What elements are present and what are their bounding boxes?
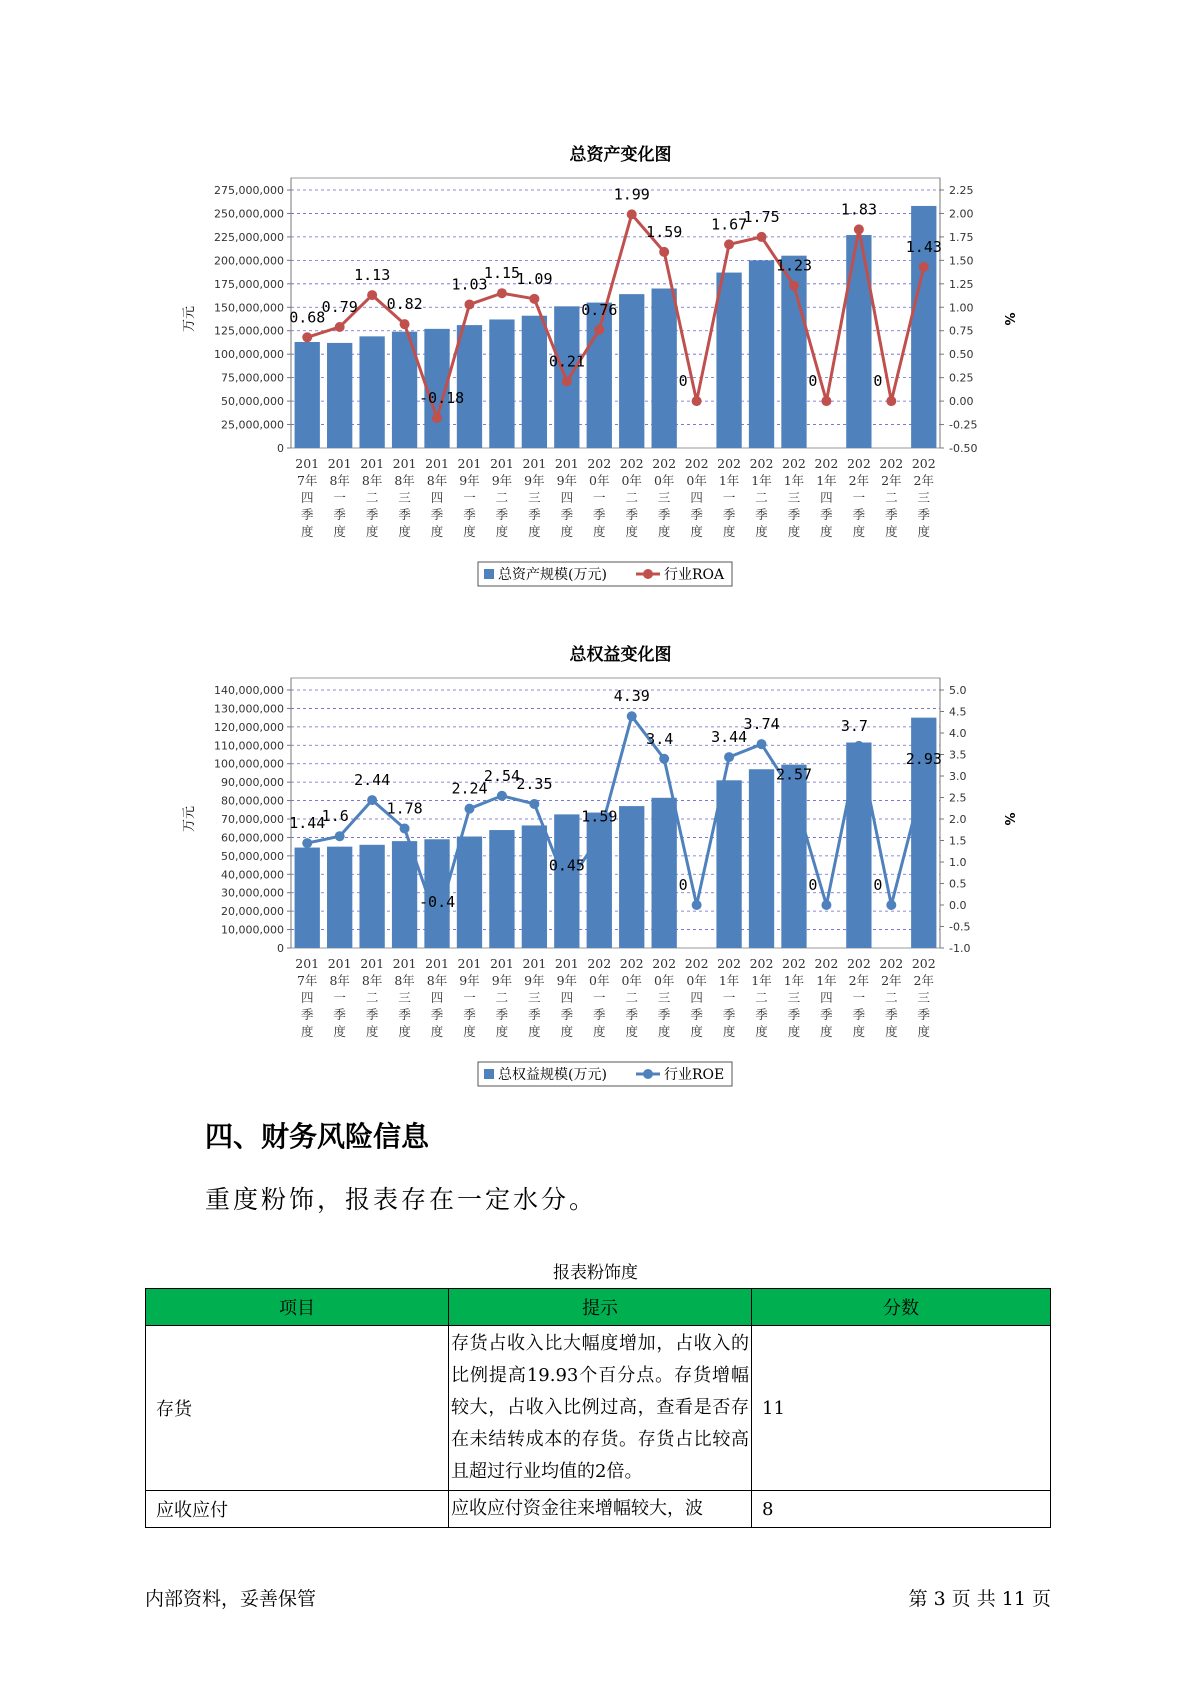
x-tick-label: 202 0年四季度 — [684, 456, 709, 539]
y2-tick-label: 4.5 — [949, 705, 967, 719]
bar — [846, 235, 871, 448]
x-tick-label: 202 1年三季度 — [782, 956, 806, 1039]
line-point — [854, 224, 864, 234]
x-tick-label: 201 8年三季度 — [392, 456, 417, 539]
x-tick-label: 201 9年二季度 — [489, 956, 514, 1039]
bar — [359, 845, 384, 948]
line-point — [594, 325, 604, 335]
line-point — [367, 795, 377, 805]
footer-confidential: 内部资料，妥善保管 — [145, 1588, 317, 1610]
y2-tick-label: 3.5 — [949, 748, 967, 762]
total-equity-chart — [0, 630, 1191, 1100]
line-point — [919, 262, 929, 272]
line-point — [302, 838, 312, 848]
data-label: 2.24 — [451, 779, 488, 798]
data-label: 0 — [678, 876, 688, 894]
header-item: 项目 — [146, 1289, 449, 1326]
y-tick-label: 100,000,000 — [214, 348, 284, 362]
y2-tick-label: 4.0 — [949, 727, 967, 740]
y-tick-label: 0 — [277, 942, 284, 955]
x-tick-label: 201 9年四季度 — [554, 956, 579, 1039]
y2-tick-label: 1.75 — [949, 230, 974, 244]
line-point — [886, 396, 896, 406]
line-point — [302, 332, 312, 342]
x-tick-label: 202 0年一季度 — [587, 456, 612, 539]
data-label: 1.67 — [711, 215, 748, 234]
x-tick-label: 201 8年一季度 — [327, 956, 352, 1039]
x-tick-label: 202 0年四季度 — [684, 956, 709, 1039]
chart-svg — [0, 130, 1191, 600]
y-tick-label: 200,000,000 — [214, 254, 284, 268]
row-item: 存货 — [146, 1326, 449, 1491]
row-score: 8 — [752, 1491, 1051, 1528]
line-point — [724, 239, 734, 249]
bar — [619, 294, 644, 448]
x-tick-label: 201 8年四季度 — [425, 956, 449, 1039]
y2-axis-title: % — [1001, 812, 1016, 826]
y2-tick-label: 2.00 — [949, 207, 974, 221]
x-tick-label: 201 8年三季度 — [392, 956, 417, 1039]
table-row — [146, 1491, 1051, 1528]
x-tick-label: 201 8年二季度 — [360, 456, 385, 539]
y2-tick-label: 1.25 — [949, 277, 974, 291]
y-tick-label: 225,000,000 — [214, 230, 284, 244]
bar — [295, 848, 320, 948]
line-point — [821, 396, 831, 406]
x-tick-label: 201 7年四季度 — [295, 456, 320, 539]
y-tick-label: 50,000,000 — [221, 395, 284, 409]
line-point — [757, 739, 767, 749]
x-tick-label: 201 9年一季度 — [457, 956, 482, 1039]
data-label: 2.93 — [905, 750, 942, 769]
x-tick-label: 202 0年三季度 — [652, 456, 677, 539]
legend-line-marker — [643, 569, 653, 579]
data-label: 0 — [873, 372, 883, 391]
row-tip: 应收应付资金往来增幅较大，波 — [449, 1491, 752, 1528]
y-tick-label: 40,000,000 — [221, 868, 284, 882]
data-label: 0 — [873, 876, 883, 894]
chart-title: 总权益变化图 — [569, 645, 672, 665]
data-label: 1.09 — [516, 269, 553, 288]
bar — [457, 837, 482, 948]
line-point — [335, 322, 345, 332]
bar — [457, 325, 482, 448]
bar — [846, 743, 871, 948]
table-row — [146, 1326, 1051, 1491]
bar — [327, 343, 352, 448]
y2-tick-label: 2.25 — [949, 184, 974, 197]
x-tick-label: 202 0年一季度 — [587, 956, 612, 1039]
line-point — [789, 281, 799, 291]
y-tick-label: 120,000,000 — [214, 720, 284, 734]
x-tick-label: 202 2年二季度 — [879, 956, 904, 1039]
x-tick-label: 201 7年四季度 — [295, 956, 320, 1039]
y2-tick-label: 1.50 — [949, 254, 974, 268]
y2-tick-label: 1.5 — [949, 834, 967, 848]
x-tick-label: 201 9年四季度 — [554, 456, 579, 539]
data-label: 3.44 — [711, 728, 748, 747]
data-label: 1.43 — [905, 237, 942, 256]
x-tick-label: 202 1年一季度 — [717, 456, 742, 539]
data-label: 0.21 — [548, 352, 585, 371]
y-axis-title: 万元 — [182, 805, 197, 833]
x-tick-label: 201 9年二季度 — [489, 456, 514, 539]
data-label: 0.45 — [548, 856, 585, 875]
y-tick-label: 60,000,000 — [221, 831, 284, 845]
data-label: 0 — [808, 876, 818, 894]
header-score: 分数 — [752, 1289, 1051, 1326]
x-tick-label: 202 1年四季度 — [814, 956, 839, 1039]
risk-summary: 重度粉饰，报表存在一定水分。 — [205, 1185, 598, 1214]
line-point — [757, 232, 767, 242]
bar — [716, 780, 741, 948]
data-label: 1.44 — [289, 814, 326, 833]
y-tick-label: 30,000,000 — [221, 886, 284, 900]
data-label: 2.57 — [775, 765, 813, 784]
x-tick-label: 202 0年二季度 — [619, 956, 644, 1039]
y-tick-label: 90,000,000 — [221, 776, 284, 790]
data-label: 0.68 — [289, 308, 326, 327]
data-label: 1.23 — [775, 256, 813, 275]
data-label: 1.99 — [613, 185, 650, 204]
bar — [619, 806, 644, 948]
line-point — [627, 711, 637, 721]
y2-tick-label: 0.5 — [949, 877, 967, 891]
x-tick-label: 202 1年一季度 — [717, 956, 742, 1039]
data-label: 1.6 — [321, 807, 349, 826]
x-tick-label: 201 9年一季度 — [457, 456, 482, 539]
row-item: 应收应付 — [146, 1491, 449, 1528]
data-label: 3.7 — [840, 716, 868, 735]
section-title: 四、财务风险信息 — [205, 1120, 430, 1153]
line-point — [692, 396, 702, 406]
bar — [522, 825, 547, 948]
x-tick-label: 202 1年二季度 — [749, 456, 774, 539]
y2-tick-label: 1.0 — [949, 856, 967, 869]
data-label: -0.4 — [419, 893, 456, 912]
data-label: 0.82 — [386, 295, 423, 314]
bar — [522, 316, 547, 448]
x-tick-label: 201 9年三季度 — [522, 956, 547, 1039]
x-tick-label: 201 8年一季度 — [327, 456, 352, 539]
x-tick-label: 201 8年四季度 — [425, 456, 449, 539]
data-label: 0.79 — [321, 297, 358, 316]
data-label: 2.35 — [516, 774, 553, 793]
y2-tick-label: 0.50 — [949, 348, 974, 362]
risk-table — [145, 1288, 1051, 1528]
y2-tick-label: 0.0 — [949, 899, 967, 912]
y2-tick-label: -1.0 — [949, 942, 971, 955]
bar — [489, 830, 514, 948]
legend-line-marker — [643, 1069, 653, 1079]
x-tick-label: 202 1年二季度 — [749, 956, 774, 1039]
data-label: 2.44 — [354, 771, 391, 790]
legend-line-label: 行业ROE — [664, 1067, 725, 1083]
line-point — [335, 831, 345, 841]
data-label: 1.03 — [451, 275, 488, 294]
line-point — [627, 209, 637, 219]
x-tick-label: 202 2年三季度 — [911, 456, 936, 539]
y-tick-label: 130,000,000 — [214, 702, 284, 716]
x-tick-label: 202 2年二季度 — [879, 456, 904, 539]
x-tick-label: 202 2年三季度 — [911, 956, 936, 1039]
legend-bar-swatch — [484, 569, 494, 579]
x-tick-label: 201 8年二季度 — [360, 956, 385, 1039]
data-label: 0.76 — [581, 300, 618, 319]
y2-axis-title: % — [1001, 312, 1016, 326]
line-point — [724, 752, 734, 762]
y-tick-label: 70,000,000 — [221, 813, 284, 826]
legend-bar-label: 总权益规模(万元) — [498, 1067, 607, 1083]
line-point — [400, 823, 410, 833]
y2-tick-label: 0.25 — [949, 371, 974, 385]
x-tick-label: 202 1年三季度 — [782, 456, 806, 539]
line-point — [432, 917, 442, 927]
y2-tick-label: 0.00 — [949, 395, 974, 409]
y-tick-label: 125,000,000 — [214, 324, 284, 338]
y-tick-label: 80,000,000 — [221, 794, 284, 808]
header-tip: 提示 — [449, 1289, 752, 1326]
line-point — [497, 791, 507, 801]
line-point — [432, 413, 442, 423]
line-point — [464, 804, 474, 814]
data-label: 1.13 — [354, 266, 391, 285]
y-tick-label: 20,000,000 — [221, 905, 284, 919]
bar — [327, 847, 352, 948]
x-tick-label: 202 0年二季度 — [619, 456, 644, 539]
row-tip: 存货占收入比大幅度增加，占收入的比例提高19.93个百分点。存货增幅较大，占收入比例过高，查看是否存在未结转成本的存货。存货占比较高且超过行业均值的2倍。 — [449, 1326, 752, 1491]
data-label: 1.59 — [581, 807, 618, 826]
line-point — [367, 290, 377, 300]
line-point — [400, 319, 410, 329]
line-point — [886, 900, 896, 910]
data-label: 4.39 — [613, 687, 650, 706]
table-caption: 报表粉饰度 — [553, 1263, 638, 1283]
bar — [359, 336, 384, 448]
data-label: 1.78 — [386, 799, 423, 818]
line-point — [659, 754, 669, 764]
data-label: 2.54 — [483, 766, 521, 785]
y-tick-label: 50,000,000 — [221, 849, 284, 863]
line-point — [789, 789, 799, 799]
y-tick-label: 175,000,000 — [214, 277, 284, 291]
y-tick-label: 25,000,000 — [221, 418, 284, 432]
line-point — [464, 299, 474, 309]
bar — [749, 769, 774, 948]
legend-line-label: 行业ROA — [664, 567, 725, 583]
line-point — [529, 799, 539, 809]
line-point — [594, 832, 604, 842]
row-score: 11 — [752, 1326, 1051, 1491]
data-label: 3.4 — [646, 729, 674, 748]
x-tick-label: 202 1年四季度 — [814, 456, 839, 539]
chart-svg — [0, 630, 1191, 1100]
data-label: 1.75 — [743, 207, 780, 226]
page-number: 第 3 页 共 11 页 — [908, 1588, 1051, 1610]
y2-tick-label: 2.5 — [949, 791, 967, 805]
y-tick-label: 140,000,000 — [214, 684, 284, 697]
y-axis-title: 万元 — [182, 305, 197, 333]
y2-tick-label: -0.25 — [949, 418, 978, 432]
line-point — [854, 741, 864, 751]
legend-bar-label: 总资产规模(万元) — [498, 567, 607, 583]
y-tick-label: 10,000,000 — [221, 923, 284, 937]
bar — [749, 260, 774, 448]
legend-bar-swatch — [484, 1069, 494, 1079]
x-tick-label: 202 0年三季度 — [652, 956, 677, 1039]
y2-tick-label: 0.75 — [949, 324, 974, 338]
y-tick-label: 75,000,000 — [221, 371, 284, 385]
bar — [652, 289, 677, 448]
bar — [716, 273, 741, 448]
data-label: 1.59 — [646, 222, 683, 241]
data-label: 1.15 — [483, 264, 521, 283]
bar — [652, 798, 677, 948]
bar — [489, 319, 514, 448]
y-tick-label: 0 — [277, 442, 284, 455]
y-tick-label: 150,000,000 — [214, 301, 284, 315]
y2-tick-label: 3.0 — [949, 770, 967, 783]
data-label: -0.18 — [419, 388, 465, 407]
line-point — [659, 247, 669, 257]
data-label: 3.74 — [743, 715, 780, 734]
y2-tick-label: 5.0 — [949, 684, 967, 697]
line-point — [497, 288, 507, 298]
table-header-row — [146, 1289, 1051, 1326]
bar — [295, 342, 320, 448]
chart-title: 总资产变化图 — [569, 145, 672, 165]
y-tick-label: 100,000,000 — [214, 757, 284, 771]
line-point — [821, 900, 831, 910]
y-tick-label: 110,000,000 — [214, 739, 284, 753]
line-point — [919, 774, 929, 784]
line-point — [562, 881, 572, 891]
y2-tick-label: 1.00 — [949, 301, 974, 315]
line-point — [529, 294, 539, 304]
line-point — [692, 900, 702, 910]
total-assets-chart — [0, 130, 1191, 600]
y2-tick-label: 2.0 — [949, 813, 967, 826]
y-tick-label: 250,000,000 — [214, 207, 284, 221]
x-tick-label: 202 2年一季度 — [846, 956, 871, 1039]
line-point — [562, 376, 572, 386]
data-label: 1.83 — [840, 200, 877, 219]
y-tick-label: 275,000,000 — [214, 184, 284, 197]
x-tick-label: 202 2年一季度 — [846, 456, 871, 539]
y2-tick-label: -0.50 — [949, 442, 978, 455]
y2-tick-label: -0.5 — [949, 920, 971, 934]
data-label: 0 — [808, 372, 818, 391]
data-label: 0 — [678, 372, 688, 391]
x-tick-label: 201 9年三季度 — [522, 456, 547, 539]
